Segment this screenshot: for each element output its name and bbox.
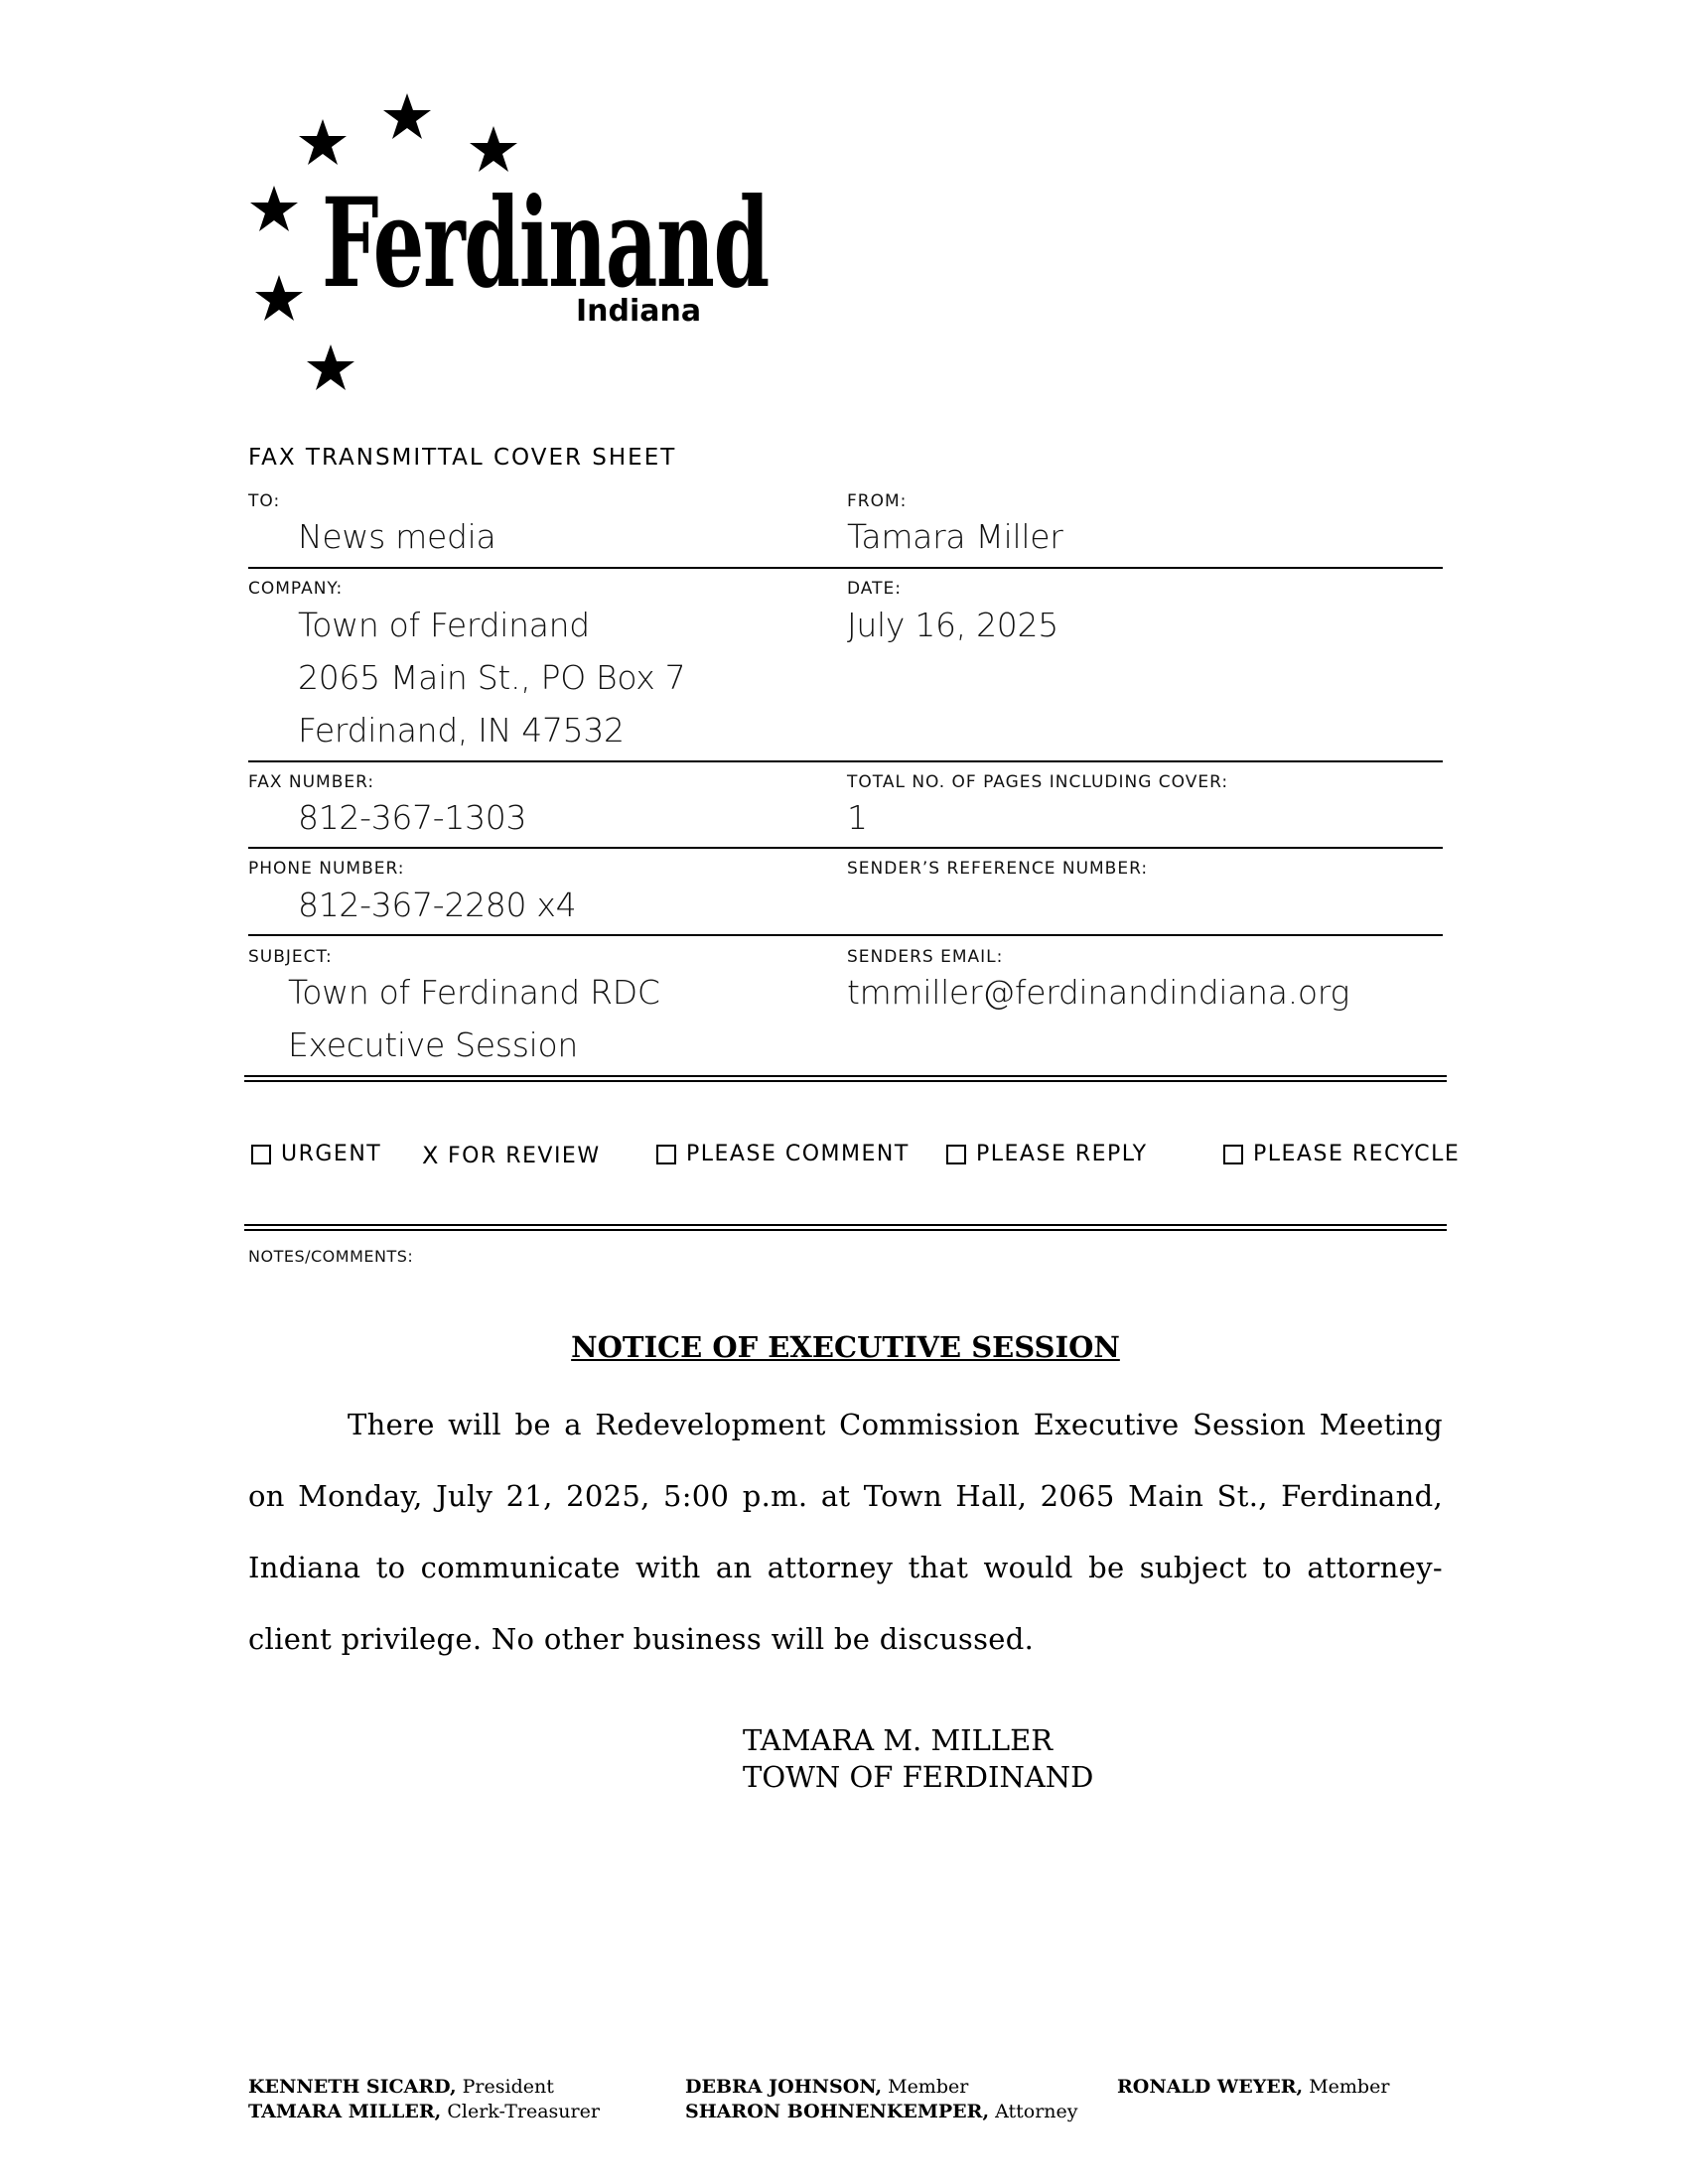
pages-value: 1	[847, 798, 868, 837]
divider	[248, 567, 1443, 569]
double-divider-top	[244, 1224, 1447, 1226]
signature-org: TOWN OF FERDINAND	[743, 1760, 1094, 1794]
checkbox-for-review[interactable]	[422, 1142, 601, 1169]
footer-col-2	[685, 2075, 1078, 2124]
subject-line: Town of Ferdinand RDC	[288, 973, 660, 1012]
footer-entry: SHARON BOHNENKEMPER, Attorney	[685, 2101, 1078, 2122]
divider	[248, 847, 1443, 849]
footer-entry: RONALD WEYER, Member	[1117, 2076, 1390, 2098]
to-label: TO:	[248, 491, 281, 511]
company-label: COMPANY:	[248, 579, 344, 599]
checkbox-label: PLEASE REPLY	[976, 1142, 1148, 1166]
email-label: SENDERS EMAIL:	[847, 947, 1004, 967]
footer-col-3	[1117, 2075, 1389, 2100]
divider	[248, 934, 1443, 936]
email-value: tmmiller@ferdinandindiana.org	[847, 973, 1349, 1012]
phone-value: 812-367-2280 x4	[298, 886, 577, 924]
from-value: Tamara Miller	[847, 517, 1063, 556]
pages-label: TOTAL NO. OF PAGES INCLUDING COVER:	[847, 772, 1229, 792]
date-value: July 16, 2025	[847, 606, 1058, 644]
footer-entry: KENNETH SICARD, President	[248, 2076, 554, 2098]
company-line: Town of Ferdinand	[298, 606, 590, 644]
subject-label: SUBJECT:	[248, 947, 333, 967]
fax-value: 812-367-1303	[298, 798, 527, 837]
phone-label: PHONE NUMBER:	[248, 859, 405, 879]
footer-entry: DEBRA JOHNSON, Member	[685, 2076, 969, 2098]
double-divider-top	[244, 1075, 1447, 1077]
star-icon	[250, 186, 298, 231]
checkbox-label: PLEASE RECYCLE	[1253, 1142, 1461, 1166]
company-line: Ferdinand, IN 47532	[298, 711, 625, 750]
double-divider-bottom	[244, 1080, 1447, 1082]
checkbox-label: URGENT	[281, 1142, 382, 1166]
sheet-title: FAX TRANSMITTAL COVER SHEET	[248, 445, 677, 471]
to-value: News media	[298, 517, 496, 556]
checkbox-icon	[946, 1145, 966, 1164]
double-divider-bottom	[244, 1229, 1447, 1231]
checkbox-please-recycle[interactable]	[1223, 1142, 1460, 1166]
footer-entry: TAMARA MILLER, Clerk-Treasurer	[248, 2101, 600, 2122]
checkbox-urgent[interactable]	[251, 1142, 381, 1166]
star-icon	[470, 126, 517, 172]
divider	[248, 760, 1443, 762]
fax-label: FAX NUMBER:	[248, 772, 375, 792]
notes-label: NOTES/COMMENTS:	[248, 1247, 414, 1266]
checkbox-please-reply[interactable]	[946, 1142, 1148, 1166]
checkbox-icon	[656, 1145, 676, 1164]
footer-col-1	[248, 2075, 600, 2124]
checkbox-label: FOR REVIEW	[447, 1143, 601, 1168]
reference-label: SENDER’S REFERENCE NUMBER:	[847, 859, 1149, 879]
signature-name: TAMARA M. MILLER	[743, 1723, 1054, 1757]
date-label: DATE:	[847, 579, 902, 599]
checkbox-please-comment[interactable]	[656, 1142, 910, 1166]
checkbox-icon	[251, 1145, 271, 1164]
company-line: 2065 Main St., PO Box 7	[298, 658, 686, 697]
star-icon	[299, 119, 347, 165]
notice-body: There will be a Redevelopment Commission Executive Session Meeting on Monday, July 21, 2025, 5:00 p.m. at Town Hall, 2065 Main St., Ferdinand, Indiana to communicate with an attorney that would be subject to attorney-client privilege. No other business will be discussed.	[248, 1408, 1443, 1656]
notice-title: NOTICE OF EXECUTIVE SESSION	[571, 1330, 1120, 1364]
logo-wordmark: Ferdinand	[322, 172, 769, 316]
signature-block	[743, 1722, 1093, 1796]
star-icon	[307, 344, 354, 390]
ferdinand-logo	[238, 79, 794, 407]
star-icon	[255, 275, 303, 321]
star-icon	[383, 93, 431, 139]
subject-line: Executive Session	[288, 1025, 578, 1064]
check-mark-icon: X	[422, 1142, 440, 1169]
from-label: FROM:	[847, 491, 908, 511]
checkbox-icon	[1223, 1145, 1243, 1164]
checkbox-label: PLEASE COMMENT	[686, 1142, 910, 1166]
logo-subtitle: Indiana	[576, 294, 702, 329]
